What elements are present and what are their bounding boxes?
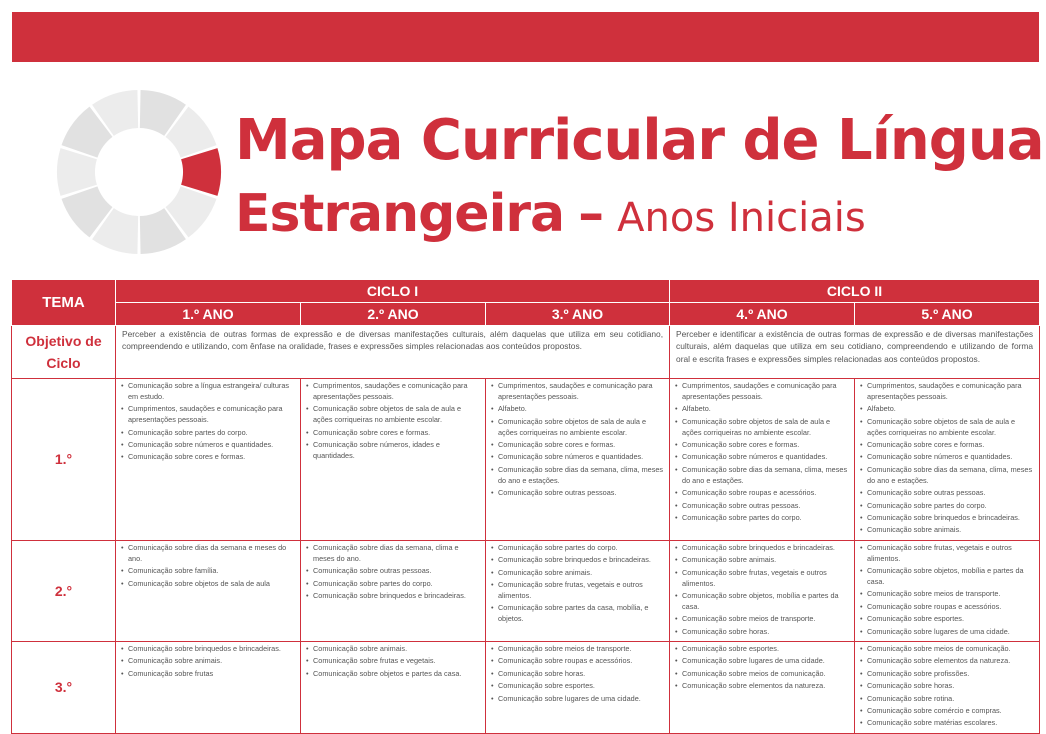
ano-header: 2.º ANO bbox=[301, 303, 486, 326]
list-item: • Comunicação sobre partes do corpo. bbox=[306, 579, 481, 590]
content-cell bbox=[855, 642, 1040, 734]
list-item: • Comunicação sobre objetos de sala de aula e ações corriqueiras no ambiente escolar. bbox=[675, 417, 850, 439]
list-item: • Comunicação sobre frutas, vegetais e outros alimentos. bbox=[675, 568, 850, 590]
list-item: • Comunicação sobre esportes. bbox=[675, 644, 850, 655]
list-item: • Comunicação sobre elementos da natureza. bbox=[675, 681, 850, 692]
content-cell bbox=[116, 642, 301, 734]
list-item: • Comunicação sobre meios de transporte. bbox=[860, 589, 1035, 600]
list-item: • Comunicação sobre dias da semana e meses do ano. bbox=[121, 543, 296, 565]
list-item: • Cumprimentos, saudações e comunicação para apresentações pessoais. bbox=[306, 381, 481, 403]
list-item: • Comunicação sobre objetos de sala de aula e ações corriqueiras no ambiente escolar. bbox=[306, 404, 481, 426]
content-cell bbox=[486, 642, 670, 734]
page-title-line1: Mapa Curricular de Língua bbox=[235, 108, 1044, 173]
content-cell bbox=[486, 379, 670, 541]
list-item: • Comunicação sobre objetos e partes da casa. bbox=[306, 669, 481, 680]
list-item: • Comunicação sobre animais. bbox=[491, 568, 665, 579]
table-row bbox=[12, 642, 1040, 734]
list-item: • Comunicação sobre cores e formas. bbox=[675, 440, 850, 451]
list-item: • Comunicação sobre família. bbox=[121, 566, 296, 577]
list-item: • Comunicação sobre brinquedos e brincadeiras. bbox=[121, 644, 296, 655]
list-item: • Comunicação sobre outras pessoas. bbox=[491, 488, 665, 499]
list-item: • Comunicação sobre outras pessoas. bbox=[675, 501, 850, 512]
list-item: • Comunicação sobre frutas, vegetais e outros alimentos. bbox=[860, 543, 1035, 565]
list-item: • Comunicação sobre roupas e acessórios. bbox=[675, 488, 850, 499]
list-item: • Comunicação sobre lugares de uma cidade. bbox=[675, 656, 850, 667]
list-item: • Comunicação sobre animais. bbox=[860, 525, 1035, 536]
table-row bbox=[12, 379, 1040, 541]
list-item: • Comunicação sobre elementos da natureza. bbox=[860, 656, 1035, 667]
list-item: • Cumprimentos, saudações e comunicação para apresentações pessoais. bbox=[860, 381, 1035, 403]
list-item: • Comunicação sobre objetos, mobília e partes da casa. bbox=[675, 591, 850, 613]
segmented-wheel-icon bbox=[55, 88, 223, 256]
list-item: • Comunicação sobre esportes. bbox=[491, 681, 665, 692]
list-item: • Comunicação sobre números e quantidades. bbox=[121, 440, 296, 451]
title-bold: Estrangeira bbox=[235, 184, 565, 244]
list-item: • Comunicação sobre lugares de uma cidade. bbox=[491, 694, 665, 705]
list-item: • Alfabeto. bbox=[860, 404, 1035, 415]
ano-header: 1.º ANO bbox=[116, 303, 301, 326]
list-item: • Comunicação sobre frutas, vegetais e outros alimentos. bbox=[491, 580, 665, 602]
page-title-line2 bbox=[235, 184, 866, 244]
ano-header: 5.º ANO bbox=[855, 303, 1040, 326]
list-item: • Comunicação sobre a língua estrangeira/ culturas em estudo. bbox=[121, 381, 296, 403]
list-item: • Comunicação sobre cores e formas. bbox=[121, 452, 296, 463]
list-item: • Comunicação sobre objetos, mobília e partes da casa. bbox=[860, 566, 1035, 588]
list-item: • Comunicação sobre meios de comunicação. bbox=[675, 669, 850, 680]
list-item: • Comunicação sobre números e quantidades. bbox=[675, 452, 850, 463]
row-label: 3.° bbox=[12, 642, 116, 734]
table-row bbox=[12, 540, 1040, 641]
list-item: • Comunicação sobre horas. bbox=[860, 681, 1035, 692]
list-item: • Comunicação sobre brinquedos e brincadeiras. bbox=[491, 555, 665, 566]
content-cell bbox=[486, 540, 670, 641]
ciclo2-header: CICLO II bbox=[670, 280, 1040, 303]
title-subtitle: Anos Iniciais bbox=[617, 195, 866, 241]
list-item: • Comunicação sobre números, idades e quantidades. bbox=[306, 440, 481, 462]
list-item: • Comunicação sobre outras pessoas. bbox=[860, 488, 1035, 499]
list-item: • Comunicação sobre roupas e acessórios. bbox=[491, 656, 665, 667]
content-cell bbox=[670, 379, 855, 541]
ano-header: 3.º ANO bbox=[486, 303, 670, 326]
content-cell bbox=[116, 379, 301, 541]
list-item: • Alfabeto. bbox=[675, 404, 850, 415]
list-item: • Comunicação sobre partes do corpo. bbox=[675, 513, 850, 524]
objetivo-ciclo1-text: Perceber a existência de outras formas de expressão e de diversas manifestações culturais, além daquelas que utiliza em seu cotidiano, compreendendo e utilizando, com ênfase na oralidade, frases e expressões simples relacionadas aos conteúdos propostos. bbox=[122, 329, 664, 352]
content-cell bbox=[301, 540, 486, 641]
list-item: • Comunicação sobre animais. bbox=[121, 656, 296, 667]
list-item: • Comunicação sobre partes do corpo. bbox=[491, 543, 665, 554]
content-cell bbox=[670, 642, 855, 734]
list-item: • Comunicação sobre roupas e acessórios. bbox=[860, 602, 1035, 613]
list-item: • Comunicação sobre partes da casa, mobília, e objetos. bbox=[491, 603, 665, 625]
list-item: • Comunicação sobre dias da semana, clima, meses do ano e estações. bbox=[491, 465, 665, 487]
list-item: • Cumprimentos, saudações e comunicação para apresentações pessoais. bbox=[121, 404, 296, 426]
content-cell bbox=[116, 540, 301, 641]
ano-header: 4.º ANO bbox=[670, 303, 855, 326]
list-item: • Comunicação sobre objetos de sala de aula e ações corriqueiras no ambiente escolar. bbox=[491, 417, 665, 439]
list-item: • Comunicação sobre esportes. bbox=[860, 614, 1035, 625]
list-item: • Comunicação sobre cores e formas. bbox=[491, 440, 665, 451]
list-item: • Comunicação sobre frutas e vegetais. bbox=[306, 656, 481, 667]
list-item: • Comunicação sobre matérias escolares. bbox=[860, 718, 1035, 729]
list-item: • Comunicação sobre rotina. bbox=[860, 694, 1035, 705]
list-item: • Comunicação sobre comércio e compras. bbox=[860, 706, 1035, 717]
objetivo-ciclo1 bbox=[116, 326, 670, 379]
list-item: • Comunicação sobre meios de transporte. bbox=[491, 644, 665, 655]
content-cell bbox=[301, 642, 486, 734]
list-item: • Comunicação sobre profissões. bbox=[860, 669, 1035, 680]
objetivo-ciclo2-text: Perceber e identificar a existência de outras formas de expressão e de diversas manifestações culturais, além daquelas que utiliza em seu cotidiano, compreendendo e utilizando de forma oral e escrita frases e expressões simples relacionadas aos conteúdos propostos. bbox=[676, 329, 1034, 364]
list-item: • Comunicação sobre brinquedos e brincadeiras. bbox=[675, 543, 850, 554]
objetivo-ciclo2 bbox=[670, 326, 1040, 379]
list-item: • Alfabeto. bbox=[491, 404, 665, 415]
list-item: • Comunicação sobre dias da semana, clima, meses do ano e estações. bbox=[860, 465, 1035, 487]
list-item: • Cumprimentos, saudações e comunicação para apresentações pessoais. bbox=[491, 381, 665, 403]
list-item: • Comunicação sobre meios de transporte. bbox=[675, 614, 850, 625]
list-item: • Comunicação sobre números e quantidades. bbox=[491, 452, 665, 463]
list-item: • Comunicação sobre frutas bbox=[121, 669, 296, 680]
list-item: • Comunicação sobre partes do corpo. bbox=[121, 428, 296, 439]
list-item: • Comunicação sobre cores e formas. bbox=[306, 428, 481, 439]
objetivo-label: Objetivo de Ciclo bbox=[12, 326, 116, 379]
content-cell bbox=[855, 540, 1040, 641]
list-item: • Comunicação sobre lugares de uma cidade. bbox=[860, 627, 1035, 638]
list-item: • Comunicação sobre objetos de sala de aula e ações corriqueiras no ambiente escolar. bbox=[860, 417, 1035, 439]
list-item: • Comunicação sobre outras pessoas. bbox=[306, 566, 481, 577]
row-label: 2.° bbox=[12, 540, 116, 641]
tema-header: TEMA bbox=[12, 280, 116, 326]
list-item: • Comunicação sobre horas. bbox=[675, 627, 850, 638]
row-label: 1.° bbox=[12, 379, 116, 541]
list-item: • Comunicação sobre horas. bbox=[491, 669, 665, 680]
content-cell bbox=[301, 379, 486, 541]
content-cell bbox=[855, 379, 1040, 541]
top-banner bbox=[12, 12, 1039, 62]
list-item: • Comunicação sobre partes do corpo. bbox=[860, 501, 1035, 512]
list-item: • Comunicação sobre números e quantidades. bbox=[860, 452, 1035, 463]
title-dash: – bbox=[578, 184, 604, 244]
list-item: • Comunicação sobre meios de comunicação. bbox=[860, 644, 1035, 655]
list-item: • Cumprimentos, saudações e comunicação para apresentações pessoais. bbox=[675, 381, 850, 403]
content-cell bbox=[670, 540, 855, 641]
list-item: • Comunicação sobre animais. bbox=[306, 644, 481, 655]
list-item: • Comunicação sobre objetos de sala de aula bbox=[121, 579, 296, 590]
ciclo1-header: CICLO I bbox=[116, 280, 670, 303]
list-item: • Comunicação sobre brinquedos e brincadeiras. bbox=[306, 591, 481, 602]
list-item: • Comunicação sobre animais. bbox=[675, 555, 850, 566]
list-item: • Comunicação sobre cores e formas. bbox=[860, 440, 1035, 451]
curriculum-table bbox=[11, 279, 1040, 734]
list-item: • Comunicação sobre dias da semana, clima e meses do ano. bbox=[306, 543, 481, 565]
list-item: • Comunicação sobre dias da semana, clima, meses do ano e estações. bbox=[675, 465, 850, 487]
list-item: • Comunicação sobre brinquedos e brincadeiras. bbox=[860, 513, 1035, 524]
